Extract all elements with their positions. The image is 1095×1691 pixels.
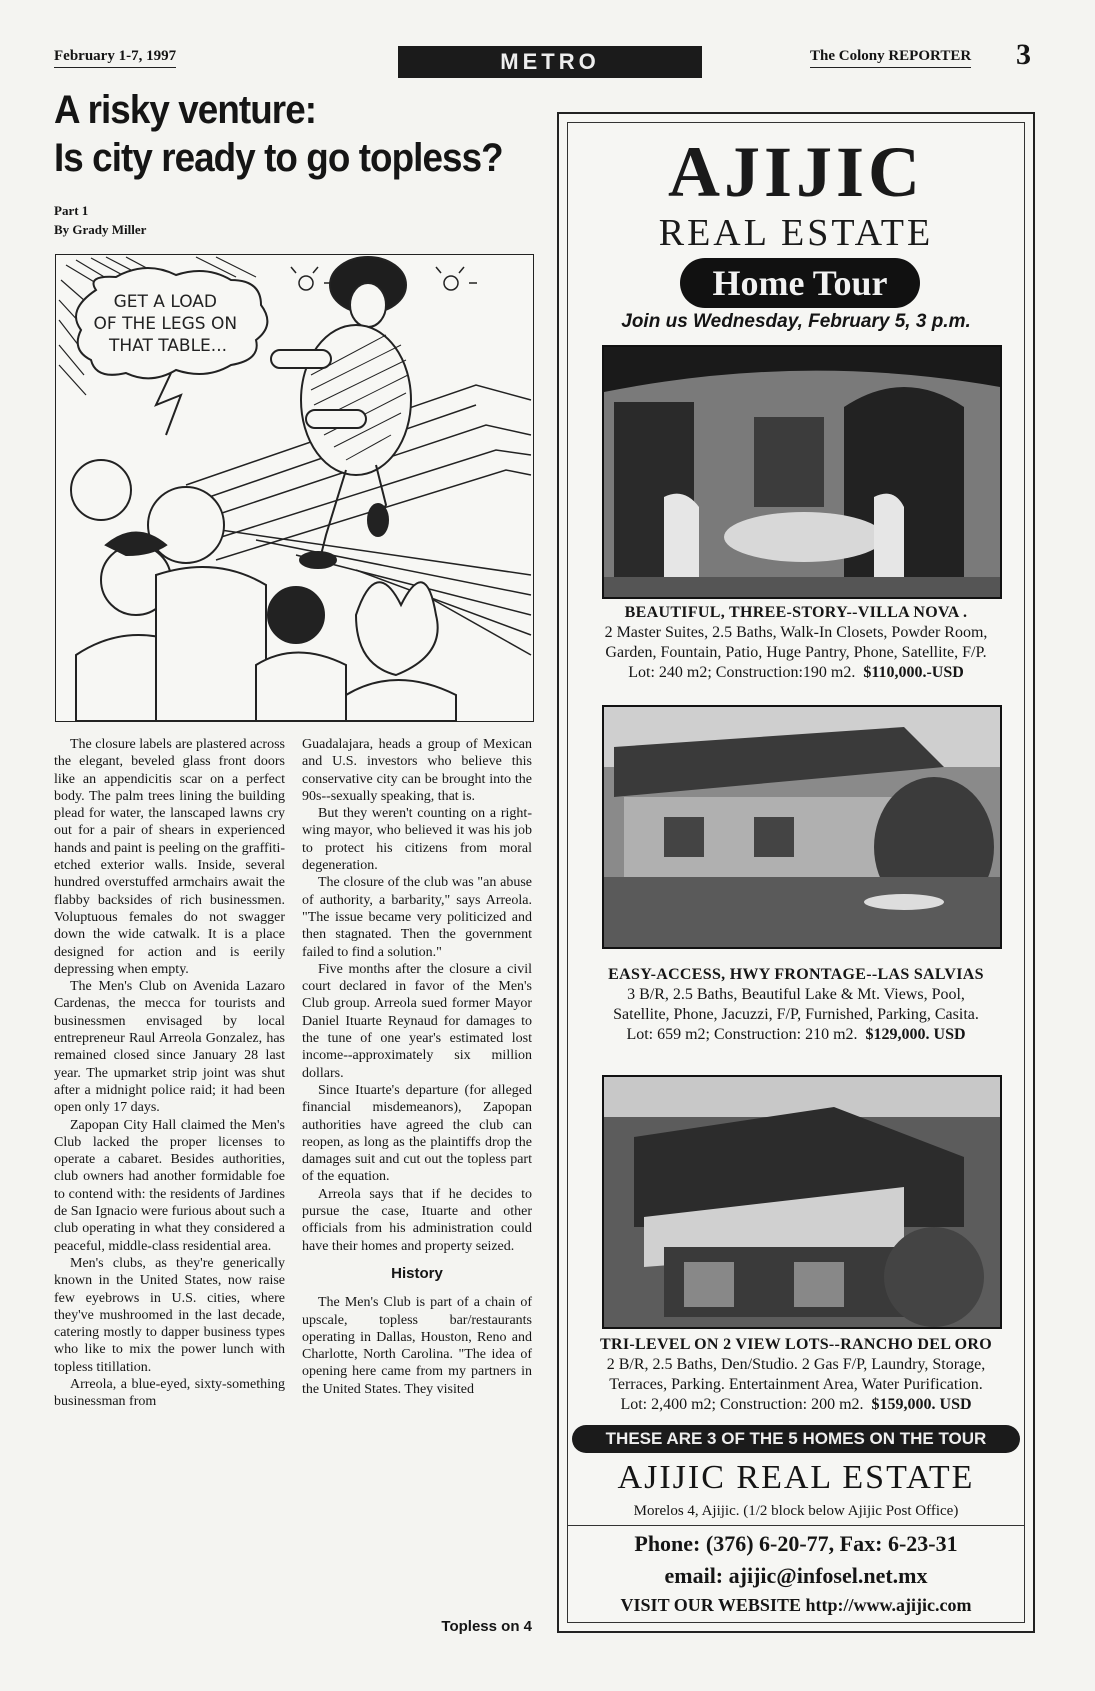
ad-email: email: ajijic@infosel.net.mx bbox=[664, 1563, 928, 1588]
paragraph: The closure of the club was "an abuse of authority, a barbarity," says Arreola. "The issue became very politicized and then stagnated. Then the government failed to find a solution." bbox=[302, 875, 532, 960]
bubble-line-1: GET A LOAD bbox=[113, 292, 217, 312]
listing-features: Satellite, Phone, Jacuzzi, F/P, Furnished, Parking, Casita. bbox=[613, 1006, 979, 1023]
page-number: 3 bbox=[1016, 38, 1031, 71]
paragraph: The Men's Club is part of a chain of upscale, topless bar/restaurants operating in Dallas, Houston, Reno and Charlotte, North Carolina. "The idea of opening here came from my partners in the United States. They visited bbox=[302, 1295, 532, 1397]
paragraph: Since Ituarte's departure (for alleged financial misdemeanors), Zapopan authorities have agreed the club can reopen, as long as the plaintiffs drop the damages suit and cut out the topless part of the equation. bbox=[302, 1082, 532, 1185]
headline-line-1: A risky venture: bbox=[54, 88, 317, 132]
series-part: Part 1 bbox=[54, 203, 89, 218]
listing-title: EASY-ACCESS, HWY FRONTAGE--LAS SALVIAS bbox=[608, 966, 984, 983]
issue-date: February 1-7, 1997 bbox=[54, 48, 176, 68]
listing-features: 2 B/R, 2.5 Baths, Den/Studio. 2 Gas F/P, Laundry, Storage, bbox=[606, 1356, 986, 1373]
real-estate-ad bbox=[557, 112, 1035, 1633]
byline: By Grady Miller bbox=[54, 222, 147, 237]
tour-date: Join us Wednesday, February 5, 3 p.m. bbox=[621, 311, 971, 332]
bubble-line-2: OF THE LEGS ON bbox=[93, 314, 238, 334]
listing-2 bbox=[572, 965, 1020, 1045]
listing-title: BEAUTIFUL, THREE-STORY--VILLA NOVA . bbox=[624, 604, 968, 621]
tour-banner: THESE ARE 3 OF THE 5 HOMES ON THE TOUR bbox=[572, 1425, 1020, 1453]
paragraph: Zapopan City Hall claimed the Men's Club lacked the proper licenses to operate a cabaret. Besides authorities, club owners had another formidable foe to contend with: the residents of Jardines de San Ignacio were furious about such a club operating in what they considered a peaceful, middle-class residential area. bbox=[54, 1117, 285, 1254]
listing-lot: Lot: 240 m2; Construction:190 m2. bbox=[628, 664, 856, 681]
section-banner: METRO bbox=[398, 46, 702, 78]
ad-phone: Phone: (376) 6-20-77, Fax: 6-23-31 bbox=[634, 1531, 958, 1556]
ad-logo: AJIJIC bbox=[667, 132, 925, 212]
paragraph: Guadalajara, heads a group of Mexican and U.S. investors who believe this conservative city can be brought into the 90s--sexually speaking, that is. bbox=[302, 737, 532, 804]
paragraph: But they weren't counting on a right-wing mayor, who believed it was his job to protect his citizens from moral degeneration. bbox=[302, 806, 532, 874]
bubble-line-3: THAT TABLE... bbox=[108, 336, 228, 356]
continued-jump: Topless on 4 bbox=[441, 1618, 532, 1635]
listing-features: Terraces, Parking. Entertainment Area, Water Purification. bbox=[609, 1376, 983, 1393]
listing-features: 3 B/R, 2.5 Baths, Beautiful Lake & Mt. Views, Pool, bbox=[627, 986, 965, 1003]
paragraph: Five months after the closure a civil court declared in favor of the Men's Club group. Arreola sued former Mayor Daniel Ituarte Reynaud for damages to the tune of one year's estimated lost income--approximately six million dollars. bbox=[302, 961, 532, 1081]
photo-villa-nova bbox=[602, 345, 1002, 599]
svg-text:GET A LOAD OF THE LEGS O bbox=[94, 292, 243, 356]
subhead-history: History bbox=[391, 1264, 443, 1282]
photo-las-salvias bbox=[602, 705, 1002, 949]
listing-1 bbox=[572, 603, 1020, 683]
paragraph: The closure labels are plastered across the elegant, beveled glass front doors like an appendicitis scar on a perfect body. The palm trees lining the building plead for water, the lanscaped lawns cry out for a pair of shears in experienced hands and paint is peeling on the graffiti-etched exterior walls. Inside, several hundred overstuffed armchairs await the flabby backsides of rich businessmen. Voluptuous females do not swagger down the wide catwalk. It is a place designed for action and is eerily depressing when empty. bbox=[54, 737, 285, 977]
listing-price: $159,000. USD bbox=[871, 1396, 972, 1413]
ad-logo-subtitle: REAL ESTATE bbox=[658, 212, 934, 254]
article-column-2 bbox=[302, 736, 532, 1398]
listing-title: TRI-LEVEL ON 2 VIEW LOTS--RANCHO DEL ORO bbox=[600, 1336, 992, 1353]
photo-rancho-del-oro bbox=[602, 1075, 1002, 1329]
paragraph: Arreola, a blue-eyed, sixty-something businessman from bbox=[54, 1376, 285, 1410]
headline bbox=[54, 86, 514, 182]
paragraph: Arreola says that if he decides to pursue the case, Ituarte and other officials from his administration could have their homes and property seized. bbox=[302, 1186, 532, 1254]
listing-price: $129,000. USD bbox=[865, 1026, 966, 1043]
cartoon-illustration bbox=[55, 254, 534, 722]
headline-line-2: Is city ready to go topless? bbox=[54, 136, 503, 180]
ad-address: Morelos 4, Ajijic. (1/2 block below Ajijic Post Office) bbox=[633, 1503, 959, 1519]
ad-website[interactable]: VISIT OUR WEBSITE http://www.ajijic.com bbox=[620, 1595, 972, 1615]
listing-features: 2 Master Suites, 2.5 Baths, Walk-In Closets, Powder Room, bbox=[604, 624, 988, 641]
paragraph: The Men's Club on Avenida Lazaro Cardenas, the mecca for tourists and businessmen envisaged by local entrepreneur Raul Arreola Gonzalez, has remained closed since January 28 last year. The upmarket strip joint was shut after a midnight police raid; it had been open only 17 days. bbox=[54, 979, 285, 1116]
listing-lot: Lot: 2,400 m2; Construction: 200 m2. bbox=[620, 1396, 864, 1413]
ad-logo-bottom: AJIJIC REAL ESTATE bbox=[617, 1459, 975, 1496]
article-column-1 bbox=[54, 736, 285, 1411]
listing-features: Garden, Fountain, Patio, Huge Pantry, Phone, Satellite, F/P. bbox=[605, 644, 987, 661]
paragraph: Men's clubs, as they're generically known in the United States, now raise few eyebrows in U.S. cities, where they've mushroomed in the last decade, catering mostly to dapper business types who like to mix the power lunch with topless titillation. bbox=[54, 1255, 285, 1375]
ad-frame bbox=[567, 122, 1025, 1623]
divider bbox=[568, 1525, 1024, 1526]
home-tour-badge: Home Tour bbox=[680, 258, 920, 308]
cartoon-drawing bbox=[56, 255, 533, 721]
listing-3 bbox=[572, 1335, 1020, 1415]
listing-lot: Lot: 659 m2; Construction: 210 m2. bbox=[626, 1026, 858, 1043]
listing-price: $110,000.-USD bbox=[863, 664, 964, 681]
newspaper-name: The Colony REPORTER bbox=[810, 48, 971, 68]
